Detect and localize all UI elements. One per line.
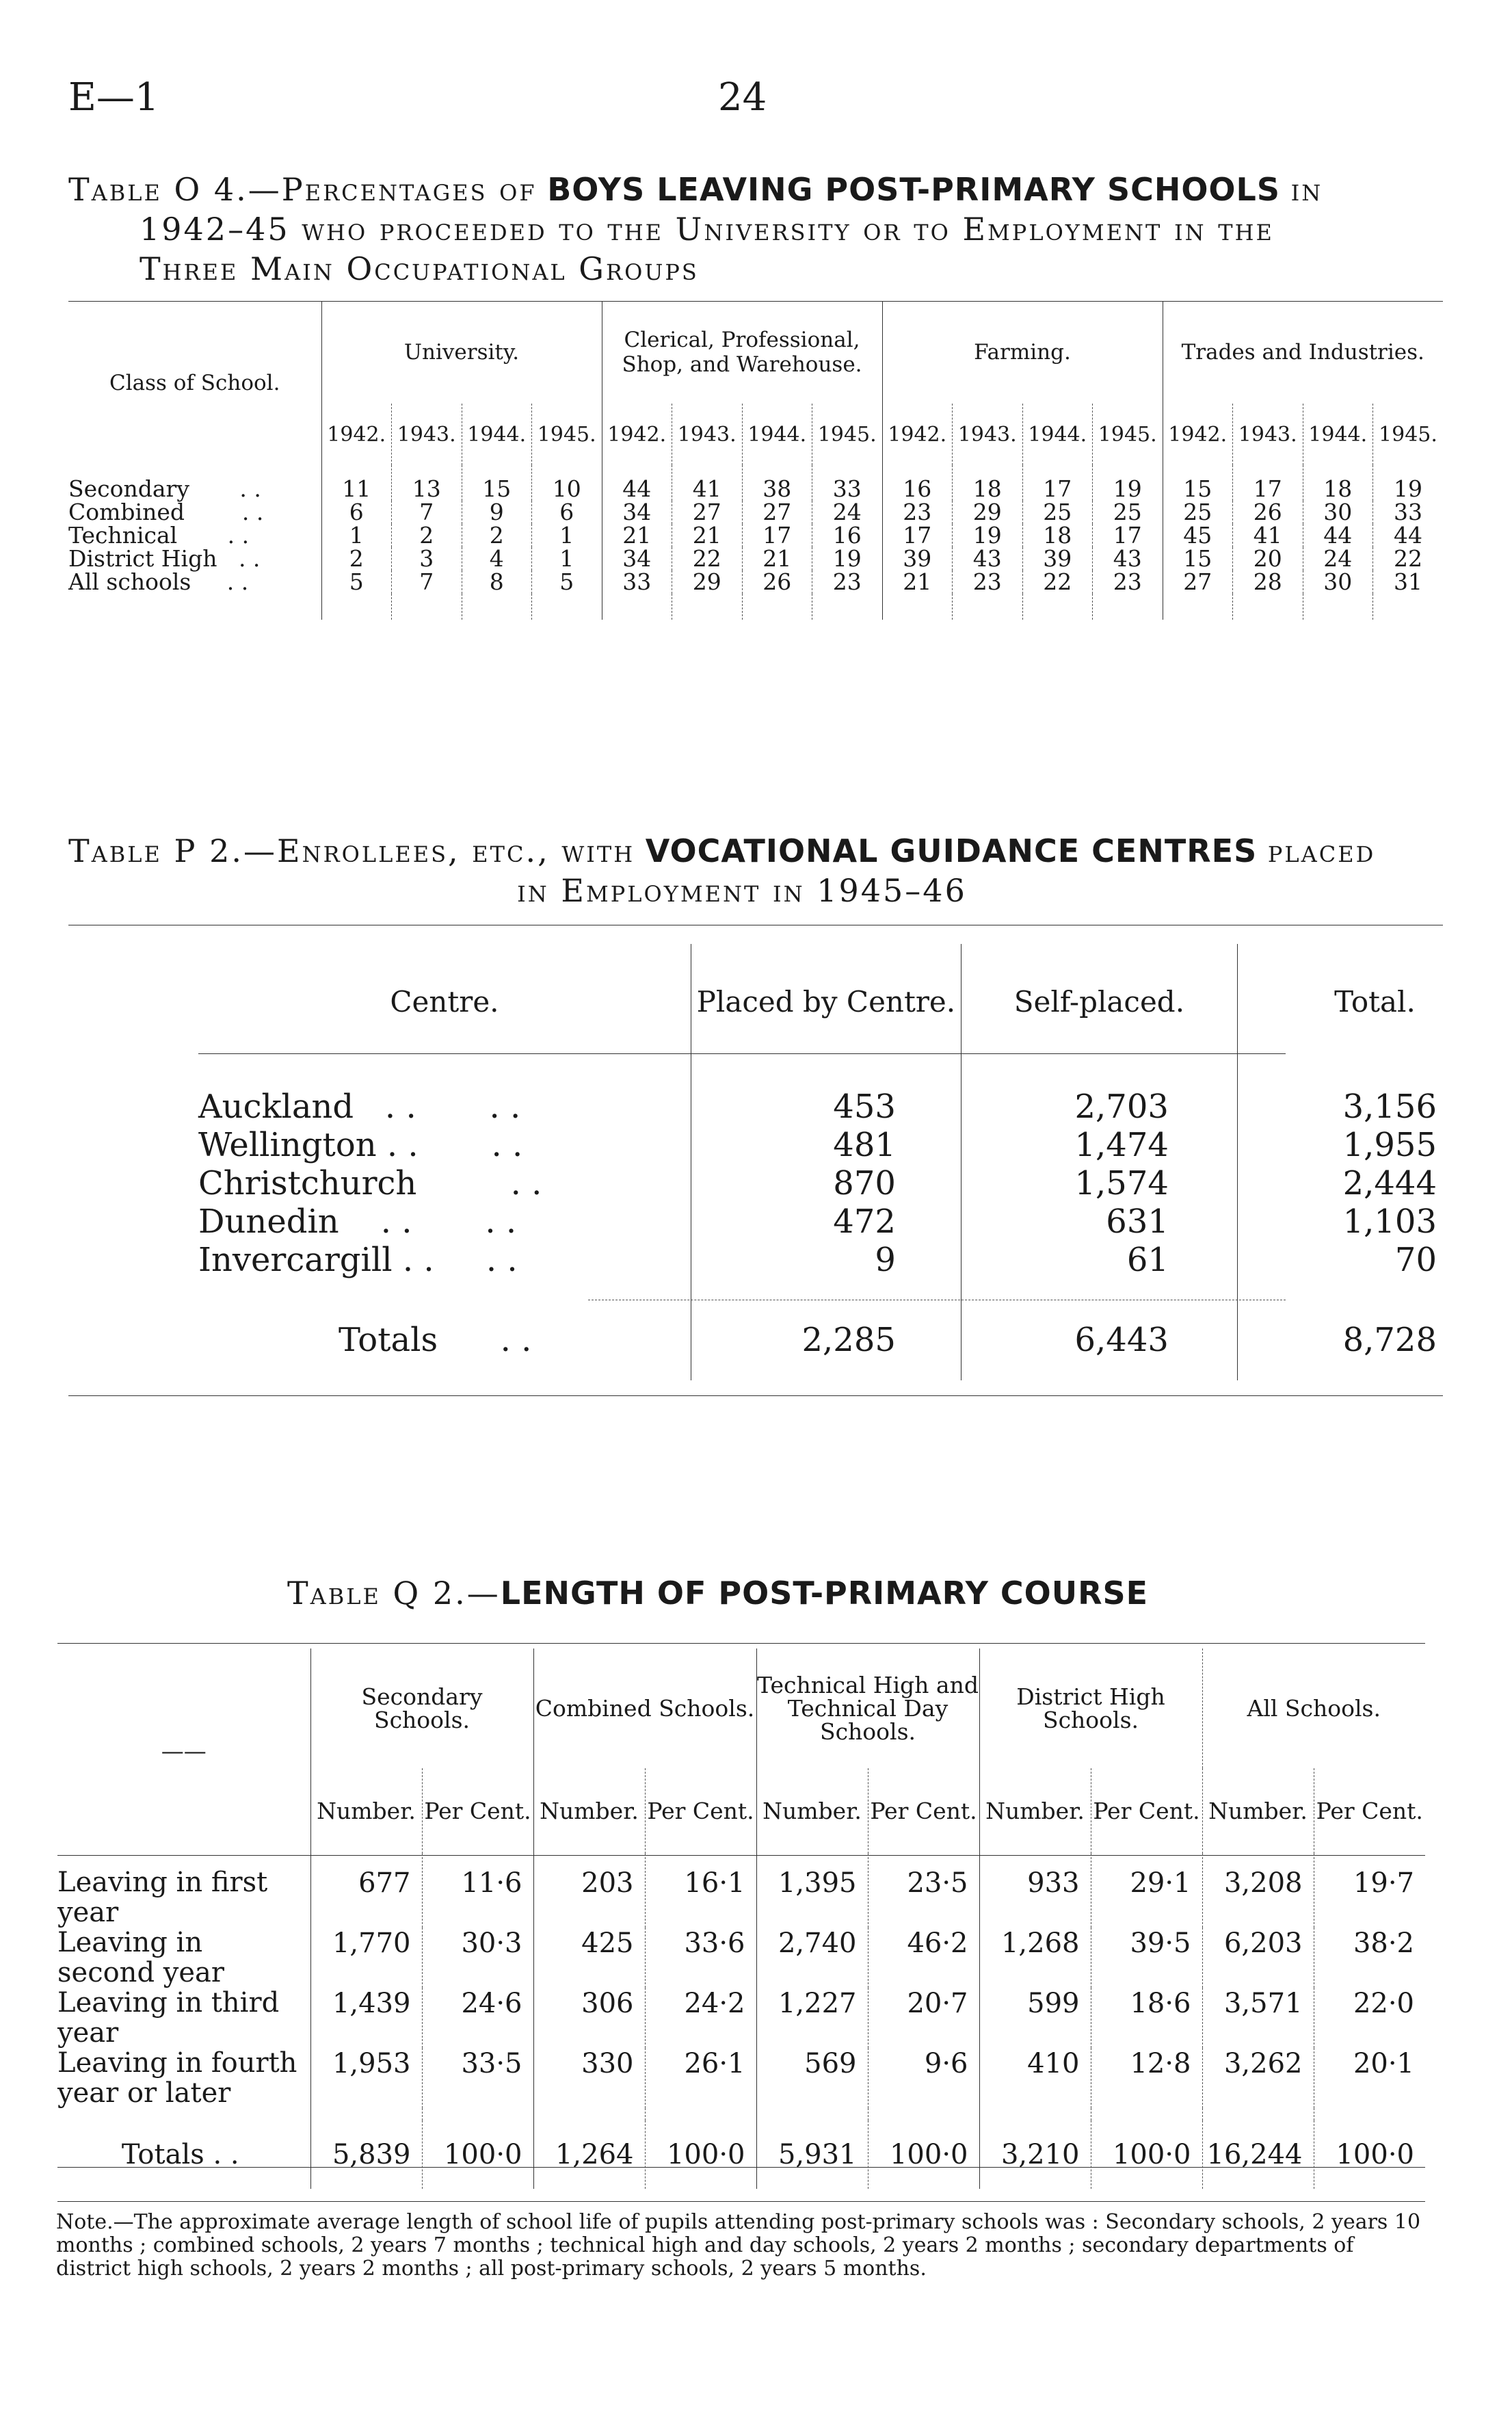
table-cell: 34 [602, 501, 672, 524]
spacer-cell [1093, 594, 1163, 620]
table-cell: 1,227 [756, 1988, 868, 2048]
column-subheader: Per Cent. [645, 1768, 756, 1854]
column-subheader: Per Cent. [868, 1768, 979, 1854]
table-cell: 6,203 [1202, 1928, 1314, 1988]
column-subheader: Number. [1202, 1768, 1314, 1854]
row-label: Leaving in first year [57, 1867, 268, 1928]
table-cell: 20·7 [868, 1988, 979, 2048]
spacer-cell [310, 2108, 422, 2120]
spacer-cell [672, 594, 743, 620]
table-cell: 23 [1093, 570, 1163, 594]
table-row [198, 1126, 1512, 1164]
table-row [57, 1854, 1425, 1928]
table-q2-title [287, 1573, 1313, 1613]
total-value: 2,444 [1237, 1164, 1512, 1203]
year-header: 1942. [882, 404, 953, 465]
table-cell: 410 [979, 2048, 1091, 2108]
column-subheader: Number. [756, 1768, 868, 1854]
table-cell: 30 [1303, 501, 1373, 524]
total-value: 70 [1237, 1241, 1512, 1279]
totals-row [57, 2120, 1425, 2189]
spacer-cell [756, 2108, 868, 2120]
group-header-technical: Technical High and Technical Day Schools. [756, 1648, 979, 1768]
table-row [198, 1088, 1512, 1126]
self-placed-header: Self-placed. [961, 944, 1237, 1060]
spacer-cell [392, 594, 462, 620]
spacer-cell [979, 2108, 1091, 2120]
table-cell: 41 [672, 465, 743, 501]
table-row [68, 501, 1443, 524]
table-cell: 17 [1233, 465, 1303, 501]
spacer-cell [961, 1279, 1237, 1300]
table-cell: 29 [672, 570, 743, 594]
total-value: 8,728 [1237, 1300, 1512, 1380]
table-cell: 17 [1093, 524, 1163, 547]
table-cell: 34 [602, 547, 672, 570]
table-cell: 39 [882, 547, 953, 570]
year-header: 1943. [1233, 404, 1303, 465]
table-cell: 1 [532, 547, 602, 570]
row-label: Combined . . [68, 499, 264, 525]
spacer-cell [691, 1060, 961, 1088]
table-q2-title-bold: LENGTH OF POST-PRIMARY COURSE [500, 1575, 1149, 1612]
centre-name: Wellington . . . . [198, 1126, 523, 1164]
table-cell: 33 [602, 570, 672, 594]
table-cell: 44 [1303, 524, 1373, 547]
spacer-cell [532, 594, 602, 620]
year-header: 1944. [462, 404, 532, 465]
spacer-cell [1373, 594, 1444, 620]
table-cell: 1,439 [310, 1988, 422, 2048]
table-cell: 22 [672, 547, 743, 570]
table-cell: 11 [321, 465, 392, 501]
table-row [68, 524, 1443, 547]
table-cell: 3,262 [1202, 2048, 1314, 2108]
table-cell: 12·8 [1091, 2048, 1202, 2108]
spacer-cell [1314, 2108, 1425, 2120]
table-cell: 19 [1093, 465, 1163, 501]
table-cell: 425 [533, 1928, 645, 1988]
spacer-cell [1233, 594, 1303, 620]
table-cell: 3 [392, 547, 462, 570]
year-header: 1943. [953, 404, 1023, 465]
table-q2-corner: —— [161, 1737, 207, 1764]
table-cell: 19·7 [1314, 1854, 1425, 1928]
table-cell: 4 [462, 547, 532, 570]
total-value: 3,156 [1237, 1088, 1512, 1126]
spacer-cell [321, 594, 392, 620]
column-subheader: Number. [979, 1768, 1091, 1854]
table-p2 [198, 944, 1512, 1380]
spacer-cell [1022, 594, 1093, 620]
table-cell: 22 [1022, 570, 1093, 594]
table-cell: 100·0 [1091, 2120, 1202, 2189]
table-cell: 1,264 [533, 2120, 645, 2189]
page-id: E—1 [68, 75, 159, 120]
table-cell: 43 [1093, 547, 1163, 570]
table-cell: 33·6 [645, 1928, 756, 1988]
table-cell: 16 [812, 524, 883, 547]
table-cell: 38 [742, 465, 812, 501]
table-cell: 15 [1163, 465, 1233, 501]
year-header: 1942. [1163, 404, 1233, 465]
table-cell: 21 [602, 524, 672, 547]
year-header: 1944. [1303, 404, 1373, 465]
total-value: 1,955 [1237, 1126, 1512, 1164]
table-cell: 9 [462, 501, 532, 524]
table-cell: 33 [1373, 501, 1444, 524]
table-cell: 20·1 [1314, 2048, 1425, 2108]
table-cell: 100·0 [1314, 2120, 1425, 2189]
table-cell: 17 [1022, 465, 1093, 501]
group-header-secondary: Secondary Schools. [310, 1648, 533, 1768]
table-o4 [68, 301, 1443, 620]
spacer-cell [68, 594, 321, 620]
self-placed-value: 1,474 [961, 1126, 1237, 1164]
centre-name: Auckland . . . . [198, 1088, 521, 1126]
table-spacer [68, 594, 1443, 620]
table-p2-title-sc2: placed [1267, 832, 1376, 869]
table-cell: 100·0 [645, 2120, 756, 2189]
table-cell: 1 [321, 524, 392, 547]
table-cell: 27 [1163, 570, 1233, 594]
year-header: 1943. [672, 404, 743, 465]
table-cell: 10 [532, 465, 602, 501]
table-cell: 43 [953, 547, 1023, 570]
table-cell: 5 [321, 570, 392, 594]
spacer-cell [953, 594, 1023, 620]
table-cell: 5 [532, 570, 602, 594]
table-cell: 677 [310, 1854, 422, 1928]
spacer-cell [198, 1060, 691, 1088]
table-cell: 44 [1373, 524, 1444, 547]
row-label: Secondary . . [68, 475, 261, 502]
table-cell: 599 [979, 1988, 1091, 2048]
table-cell: 17 [882, 524, 953, 547]
year-header: 1945. [1093, 404, 1163, 465]
placed-value: 472 [691, 1203, 961, 1241]
spacer-cell [533, 2108, 645, 2120]
table-cell: 100·0 [422, 2120, 533, 2189]
table-cell: 1,268 [979, 1928, 1091, 1988]
group-header-clerical: Clerical, Professional, Shop, and Warehouse. [602, 301, 882, 404]
table-cell: 1,953 [310, 2048, 422, 2108]
table-cell: 5,839 [310, 2120, 422, 2189]
table-cell: 933 [979, 1854, 1091, 1928]
row-label: Technical . . [68, 522, 250, 549]
table-cell: 7 [392, 501, 462, 524]
table-cell: 2 [321, 547, 392, 570]
table-cell: 2,740 [756, 1928, 868, 1988]
spacer-cell [57, 2108, 310, 2120]
table-row [68, 465, 1443, 501]
year-header: 1945. [812, 404, 883, 465]
table-cell: 203 [533, 1854, 645, 1928]
table-row [198, 1241, 1512, 1279]
table-spacer [57, 2108, 1425, 2120]
placed-value: 9 [691, 1241, 961, 1279]
table-cell: 21 [742, 547, 812, 570]
self-placed-value: 631 [961, 1203, 1237, 1241]
class-of-school-header: Class of School. [109, 371, 280, 395]
spacer-cell [422, 2108, 533, 2120]
group-header-university: University. [321, 301, 602, 404]
table-p2-title-sc1: Enrollees, etc., with [277, 832, 635, 869]
spacer-cell [1303, 594, 1373, 620]
table-cell: 38·2 [1314, 1928, 1425, 1988]
table-cell: 26·1 [645, 2048, 756, 2108]
table-cell: 25 [1093, 501, 1163, 524]
row-label: District High . . [68, 545, 261, 572]
table-cell: 23 [953, 570, 1023, 594]
spacer-cell [812, 594, 883, 620]
centre-name: Totals . . [339, 1321, 532, 1359]
spacer-cell [691, 1279, 961, 1300]
table-cell: 26 [1233, 501, 1303, 524]
year-header: 1944. [742, 404, 812, 465]
table-cell: 29 [953, 501, 1023, 524]
table-spacer [198, 1279, 1512, 1300]
table-cell: 33·5 [422, 2048, 533, 2108]
table-p2-prefix: Table P 2.— [68, 832, 277, 869]
table-cell: 100·0 [868, 2120, 979, 2189]
self-placed-value: 1,574 [961, 1164, 1237, 1203]
table-cell: 30·3 [422, 1928, 533, 1988]
table-cell: 3,208 [1202, 1854, 1314, 1928]
row-label: Totals . . [121, 2139, 239, 2170]
table-cell: 44 [602, 465, 672, 501]
table-cell: 9·6 [868, 2048, 979, 2108]
placed-value: 481 [691, 1126, 961, 1164]
table-o4-title-bold: BOYS LEAVING POST-PRIMARY SCHOOLS [547, 171, 1280, 208]
centre-name: Invercargill . . . . [198, 1241, 518, 1279]
table-cell: 6 [321, 501, 392, 524]
table-cell: 3,571 [1202, 1988, 1314, 2048]
table-cell: 18 [953, 465, 1023, 501]
page-number: 24 [718, 75, 767, 120]
table-o4-title-line2: 1942–45 who proceeded to the University or to Employment in the [140, 211, 1274, 248]
table-cell: 39·5 [1091, 1928, 1202, 1988]
centre-name: Christchurch . . [198, 1164, 542, 1203]
table-cell: 24·2 [645, 1988, 756, 2048]
table-cell: 18 [1022, 524, 1093, 547]
table-cell: 18 [1303, 465, 1373, 501]
group-header-farming: Farming. [882, 301, 1163, 404]
self-placed-value: 61 [961, 1241, 1237, 1279]
table-cell: 24 [1303, 547, 1373, 570]
table-o4-title-sc2: in [1290, 171, 1323, 208]
table-o4-prefix: Table O 4.— [68, 171, 282, 208]
year-header: 1945. [532, 404, 602, 465]
table-cell: 41 [1233, 524, 1303, 547]
group-header-all-schools: All Schools. [1202, 1648, 1425, 1768]
spacer-cell [882, 594, 953, 620]
total-value: 1,103 [1237, 1203, 1512, 1241]
table-spacer [198, 1060, 1512, 1088]
spacer-cell [198, 1279, 691, 1300]
total-header: Total. [1237, 944, 1512, 1060]
table-q2 [57, 1648, 1425, 2189]
table-cell: 39 [1022, 547, 1093, 570]
row-label: Leaving in second year [57, 1927, 225, 1988]
table-cell: 16,244 [1202, 2120, 1314, 2189]
table-cell: 15 [1163, 547, 1233, 570]
self-placed-value: 2,703 [961, 1088, 1237, 1126]
placed-header: Placed by Centre. [691, 944, 961, 1060]
table-cell: 33 [812, 465, 883, 501]
group-header-trades: Trades and Industries. [1163, 301, 1443, 404]
table-cell: 15 [462, 465, 532, 501]
spacer-cell [961, 1060, 1237, 1088]
table-cell: 22 [1373, 547, 1444, 570]
table-row [68, 547, 1443, 570]
table-cell: 5,931 [756, 2120, 868, 2189]
group-header-district-high: District High Schools. [979, 1648, 1202, 1768]
spacer-cell [1237, 1060, 1512, 1088]
table-cell: 23·5 [868, 1854, 979, 1928]
placed-value: 870 [691, 1164, 961, 1203]
totals-row [198, 1300, 1512, 1380]
column-subheader: Per Cent. [1314, 1768, 1425, 1854]
table-cell: 24 [812, 501, 883, 524]
table-row [198, 1164, 1512, 1203]
table-cell: 6 [532, 501, 602, 524]
table-p2-title [68, 831, 1443, 910]
spacer-cell [1163, 594, 1233, 620]
self-placed-value: 6,443 [961, 1300, 1237, 1380]
table-cell: 306 [533, 1988, 645, 2048]
table-cell: 30 [1303, 570, 1373, 594]
table-cell: 45 [1163, 524, 1233, 547]
table-cell: 22·0 [1314, 1988, 1425, 2048]
table-cell: 28 [1233, 570, 1303, 594]
table-cell: 25 [1022, 501, 1093, 524]
placed-value: 453 [691, 1088, 961, 1126]
group-header-combined: Combined Schools. [533, 1648, 756, 1768]
table-cell: 1,770 [310, 1928, 422, 1988]
year-header: 1942. [321, 404, 392, 465]
table-cell: 23 [882, 501, 953, 524]
table-cell: 18·6 [1091, 1988, 1202, 2048]
table-cell: 8 [462, 570, 532, 594]
table-cell: 19 [812, 547, 883, 570]
spacer-cell [462, 594, 532, 620]
table-row [68, 570, 1443, 594]
table-cell: 46·2 [868, 1928, 979, 1988]
centre-name: Dunedin . . . . [198, 1203, 517, 1241]
table-q2-prefix: Table Q 2.— [287, 1575, 501, 1612]
table-cell: 569 [756, 2048, 868, 2108]
table-row [57, 1988, 1425, 2048]
table-cell: 19 [953, 524, 1023, 547]
spacer-cell [1091, 2108, 1202, 2120]
table-cell: 16·1 [645, 1854, 756, 1928]
table-cell: 1 [532, 524, 602, 547]
spacer-cell [1237, 1279, 1512, 1300]
table-cell: 2 [462, 524, 532, 547]
spacer-cell [868, 2108, 979, 2120]
year-header: 1943. [392, 404, 462, 465]
row-label: Leaving in third year [57, 1987, 280, 2049]
table-cell: 23 [812, 570, 883, 594]
table-cell: 13 [392, 465, 462, 501]
table-cell: 24·6 [422, 1988, 533, 2048]
table-row [57, 1928, 1425, 1988]
table-cell: 27 [742, 501, 812, 524]
table-o4-title-sc1: Percentages of [281, 171, 537, 208]
year-header: 1944. [1022, 404, 1093, 465]
row-label: Leaving in fourth year or later [57, 2047, 297, 2109]
table-cell: 21 [882, 570, 953, 594]
column-subheader: Per Cent. [422, 1768, 533, 1854]
year-header: 1942. [602, 404, 672, 465]
centre-header: Centre. [390, 985, 499, 1019]
table-o4-title [68, 170, 1443, 289]
column-subheader: Number. [533, 1768, 645, 1854]
table-cell: 29·1 [1091, 1854, 1202, 1928]
spacer-cell [645, 2108, 756, 2120]
table-cell: 19 [1373, 465, 1444, 501]
table-q2-note: Note.—The approximate average length of school life of pupils attending post-primary schools was : Secondary schools, 2 years 10 months ; combined schools, 2 years 7 months ; technical high and day schools, 2 years 2 months ; secondary departments of district high schools, 2 years 2 months ; all post-primary schools, 2 years 5 months. [56, 2210, 1421, 2281]
table-cell: 21 [672, 524, 743, 547]
spacer-cell [602, 594, 672, 620]
table-cell: 330 [533, 2048, 645, 2108]
spacer-cell [1202, 2108, 1314, 2120]
spacer-cell [742, 594, 812, 620]
placed-value: 2,285 [691, 1300, 961, 1380]
column-subheader: Per Cent. [1091, 1768, 1202, 1854]
table-cell: 20 [1233, 547, 1303, 570]
table-row [57, 2048, 1425, 2108]
table-cell: 31 [1373, 570, 1444, 594]
table-cell: 1,395 [756, 1854, 868, 1928]
table-cell: 26 [742, 570, 812, 594]
table-cell: 25 [1163, 501, 1233, 524]
table-o4-title-line3: Three Main Occupational Groups [140, 250, 699, 287]
year-header: 1945. [1373, 404, 1444, 465]
table-cell: 7 [392, 570, 462, 594]
table-cell: 2 [392, 524, 462, 547]
table-p2-title-bold: VOCATIONAL GUIDANCE CENTRES [645, 832, 1258, 869]
column-subheader: Number. [310, 1768, 422, 1854]
table-cell: 16 [882, 465, 953, 501]
table-cell: 3,210 [979, 2120, 1091, 2189]
table-row [198, 1203, 1512, 1241]
row-label: All schools . . [68, 568, 249, 595]
table-cell: 11·6 [422, 1854, 533, 1928]
table-cell: 17 [742, 524, 812, 547]
table-p2-title-line2: in Employment in 1945–46 [517, 872, 967, 909]
table-cell: 27 [672, 501, 743, 524]
